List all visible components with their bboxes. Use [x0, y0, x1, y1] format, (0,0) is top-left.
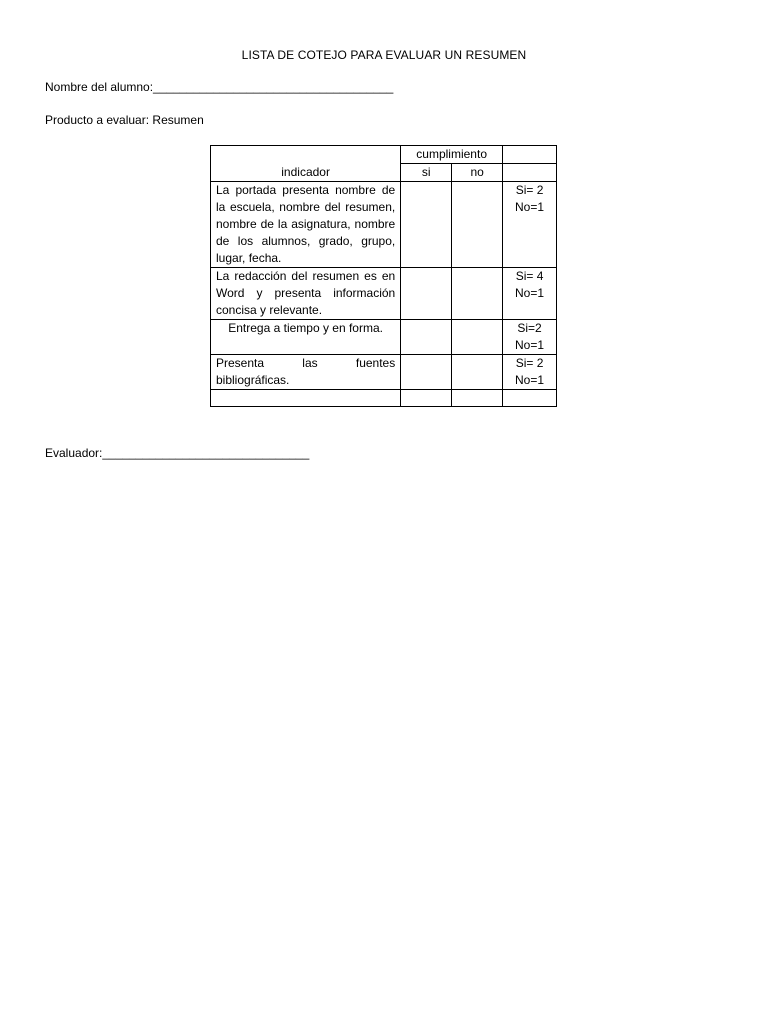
score-yes: Si=2 — [517, 321, 542, 335]
table-row-empty — [211, 390, 557, 407]
table-row — [211, 320, 557, 355]
yes-check-cell — [401, 355, 452, 390]
no-check-cell — [452, 355, 503, 390]
yes-check-cell — [401, 320, 452, 355]
empty-indicator-cell — [211, 390, 401, 407]
score-yes: Si= 2 — [515, 356, 544, 370]
evaluator-field: Evaluador:_______________________________ — [45, 446, 310, 460]
indicator-cell: Presenta las fuentes bibliográficas. — [211, 355, 401, 390]
score-cell — [503, 268, 557, 320]
empty-no-cell — [452, 390, 503, 407]
header-score-empty — [503, 146, 557, 164]
document-title: LISTA DE COTEJO PARA EVALUAR UN RESUMEN — [241, 48, 527, 62]
score-cell — [503, 182, 557, 268]
checklist-table — [210, 145, 557, 407]
score-cell — [503, 320, 557, 355]
indicator-cell: Entrega a tiempo y en forma. — [211, 320, 401, 355]
indicator-cell: La portada presenta nombre de la escuela, nombre del resumen, nombre de la asignatura, nombre de los alumnos, grado, grupo, lugar, fecha. — [211, 182, 401, 268]
yes-check-cell — [401, 268, 452, 320]
score-no: No=1 — [515, 338, 545, 352]
score-no: No=1 — [515, 373, 545, 387]
score-no: No=1 — [515, 286, 545, 300]
header-indicator: indicador — [211, 146, 401, 182]
no-check-cell — [452, 268, 503, 320]
yes-check-cell — [401, 182, 452, 268]
table-row — [211, 268, 557, 320]
subheader-score-empty — [503, 164, 557, 182]
score-yes: Si= 2 — [515, 183, 544, 197]
header-no: no — [452, 164, 503, 182]
student-name-field: Nombre del alumno:____________________________________ — [45, 80, 394, 94]
no-check-cell — [452, 320, 503, 355]
table-header-row — [211, 146, 557, 164]
product-field: Producto a evaluar: Resumen — [45, 113, 204, 127]
empty-yes-cell — [401, 390, 452, 407]
empty-score-cell — [503, 390, 557, 407]
score-no: No=1 — [515, 200, 545, 214]
header-compliance: cumplimiento — [401, 146, 503, 164]
table-row — [211, 182, 557, 268]
indicator-cell: La redacción del resumen es en Word y presenta información concisa y relevante. — [211, 268, 401, 320]
no-check-cell — [452, 182, 503, 268]
score-yes: Si= 4 — [515, 269, 544, 283]
table-row — [211, 355, 557, 390]
score-cell — [503, 355, 557, 390]
header-yes: si — [401, 164, 452, 182]
